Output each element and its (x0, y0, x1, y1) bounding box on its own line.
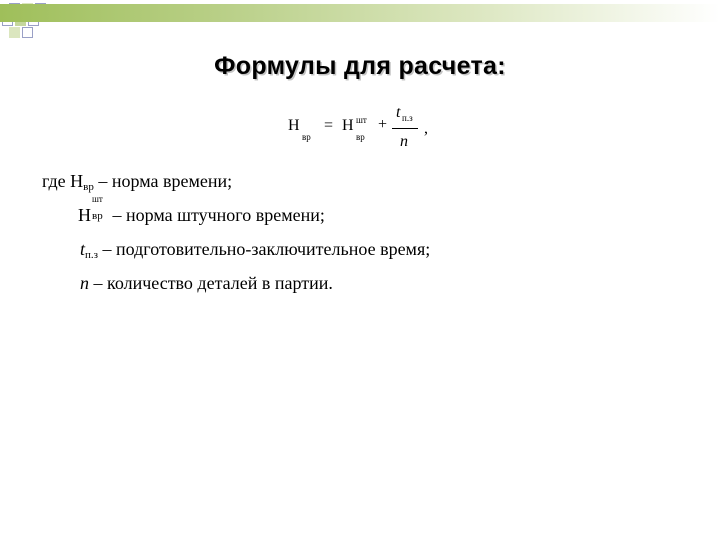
definition-text: – подготовительно-заключительное время; (98, 239, 431, 259)
definition-line (42, 232, 430, 266)
definition-text: – норма времени; (93, 171, 233, 191)
definition-line (42, 164, 430, 198)
formula-rhs-symbol: Н (342, 117, 354, 134)
formula-rhs-superscript: шт (356, 115, 367, 125)
definition-subscript: вр (83, 181, 94, 193)
formula-plus: + (378, 116, 388, 133)
definition-subscript: п.з (85, 249, 98, 261)
definition-symbol: t (80, 239, 86, 259)
slide-title: Формулы для расчета: (214, 52, 506, 80)
decorative-square (22, 27, 33, 38)
formula-lhs-subscript: вр (302, 132, 311, 142)
formula-rhs-subscript: вр (356, 132, 365, 142)
definition-text: – норма штучного времени; (108, 205, 325, 225)
definition-line (42, 266, 430, 300)
formula-denominator: n (400, 133, 408, 150)
formula-comma: , (424, 120, 428, 137)
definition-symbol: Н (70, 171, 84, 191)
definition-superscript: шт (92, 194, 103, 204)
definitions-list (42, 164, 430, 300)
definition-symbol: Н (78, 205, 91, 225)
formula-numerator-symbol: t (396, 104, 401, 121)
formula-numerator-subscript: п.з (402, 113, 413, 123)
header-gradient-bar (0, 4, 720, 22)
definition-line (42, 194, 430, 232)
formula-equals: = (324, 117, 334, 134)
fraction-bar (392, 128, 418, 129)
decorative-square (9, 27, 20, 38)
definition-subscript: вр (92, 210, 103, 222)
definition-prefix: где (42, 171, 71, 191)
definition-text: – количество деталей в партии. (89, 273, 333, 293)
formula-lhs-symbol: Н (288, 117, 300, 134)
definition-symbol: n (80, 273, 89, 293)
formula (288, 104, 448, 156)
